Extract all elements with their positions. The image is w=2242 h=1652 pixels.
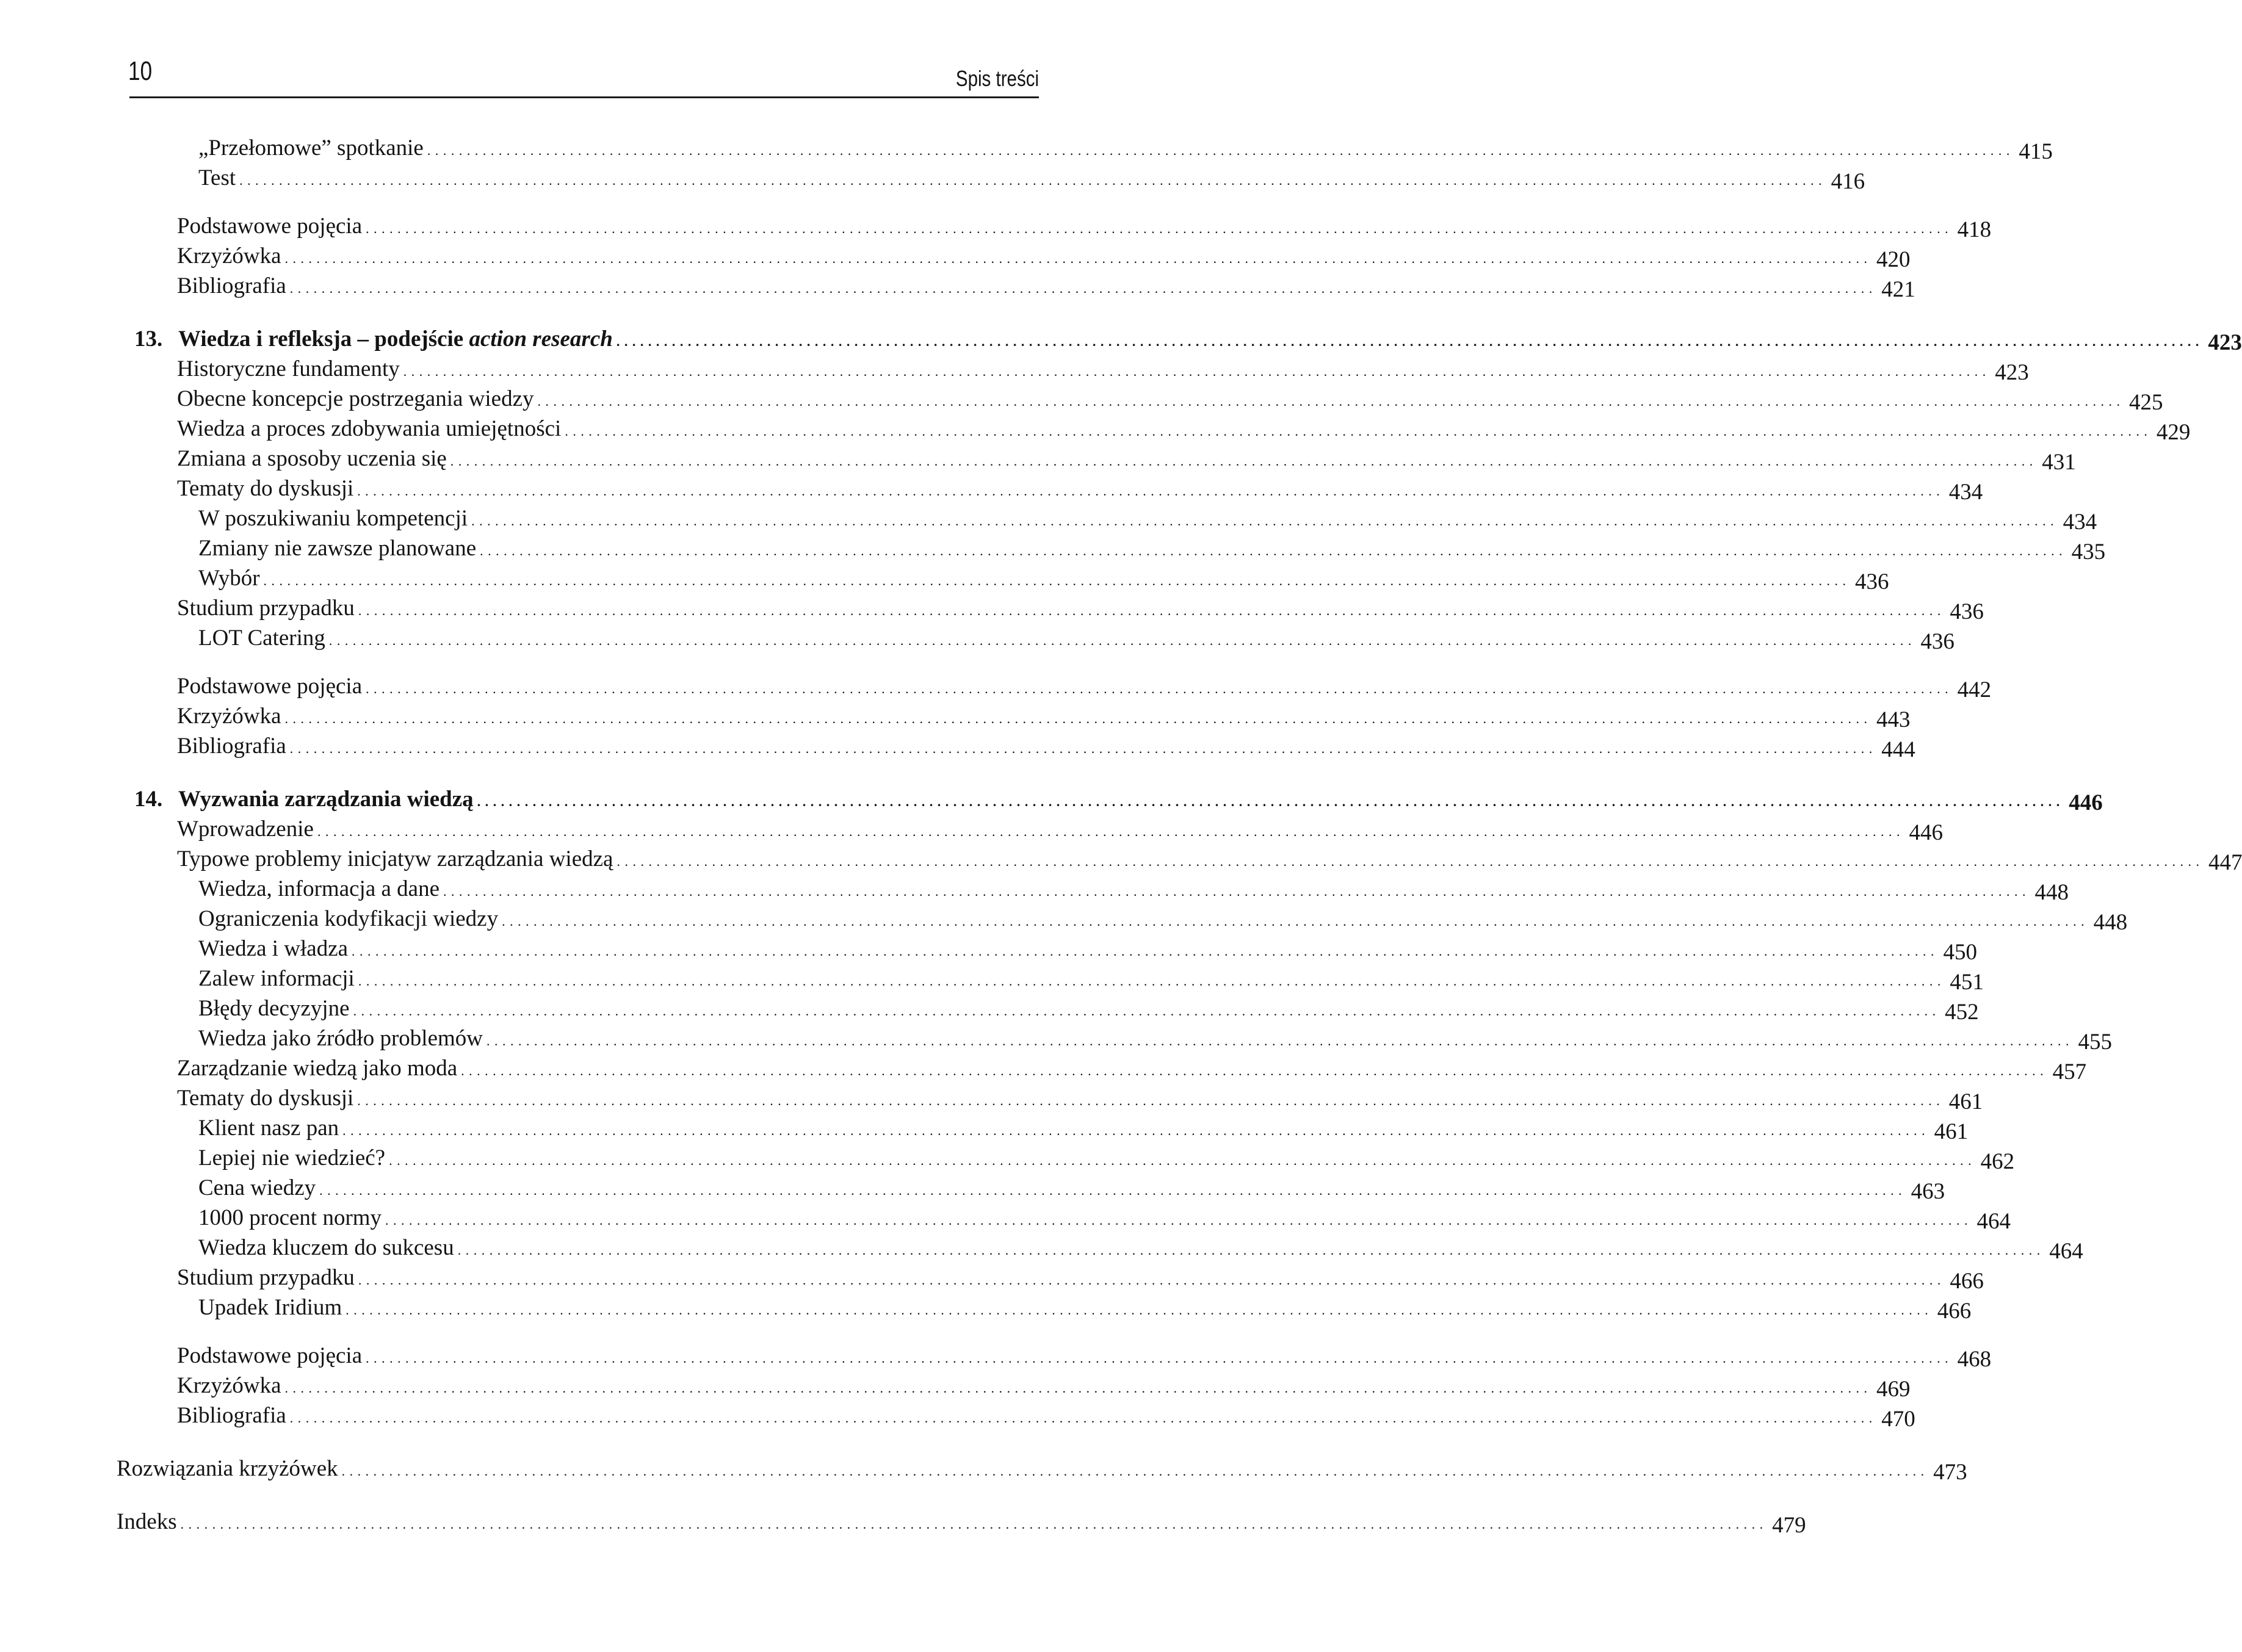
entry-title — [177, 1371, 285, 1401]
entry-title — [177, 731, 290, 761]
page-ref: 451 — [1950, 970, 1984, 995]
page-ref: 435 — [2071, 539, 2106, 564]
page-ref: 466 — [1937, 1299, 1972, 1324]
entry-title — [177, 414, 565, 444]
entry-title — [177, 384, 538, 414]
page-ref: 416 — [1831, 169, 1865, 194]
page-ref: 423 — [2208, 330, 2242, 355]
page-ref: 423 — [1995, 360, 2029, 385]
dot-leader: . . . . . . . . . . . . . . . . . . . . . . . . . . . . . . . . . . . . . . . . . . . . . . . . . . . . . . . . . . . . . . . . . . . . . . . . . . . . . . . . . . . . . . . . . . . . . . . . . . . . . . . . . . . . . . . . . . . . . . . . . . . . . . . . . . . . . . . . . . . . . . . . . . . . . . . . . . . . . . . . . . . . . . . . . . . . . . . . . . . . . . . . . . . . . . . . . . . . . . . . — [357, 483, 1940, 499]
page-ref: 455 — [2078, 1030, 2112, 1055]
entry-title-text: 1000 procent normy — [198, 1205, 382, 1230]
toc-entry — [198, 1023, 2112, 1055]
entry-title-text: Tematy do dyskusji — [177, 476, 354, 501]
entry-title-text: Zmiany nie zawsze planowane — [198, 536, 477, 561]
page-ref: 466 — [1950, 1269, 1984, 1294]
page-ref: 468 — [1957, 1347, 1992, 1372]
entry-title — [198, 874, 443, 904]
toc-entry — [198, 964, 1984, 995]
page-ref: 448 — [2034, 880, 2069, 905]
entry-title-text: Wiedza a proces zdobywania umiejętności — [177, 416, 562, 441]
toc-entry — [198, 1203, 2011, 1234]
entry-title — [177, 1341, 366, 1371]
page-ref: 421 — [1881, 277, 1915, 302]
entry-title — [177, 814, 317, 844]
page-ref: 473 — [1933, 1460, 1967, 1485]
page-ref: 463 — [1911, 1179, 1945, 1204]
toc-entry — [177, 1371, 1911, 1402]
entry-title — [177, 701, 285, 731]
entry-title-text: „Przełomowe” spotkanie — [198, 135, 424, 161]
toc-entry — [177, 1083, 1983, 1114]
header-rule — [129, 96, 1039, 98]
dot-leader: . . . . . . . . . . . . . . . . . . . . . . . . . . . . . . . . . . . . . . . . . . . . . . . . . . . . . . . . . . . . . . . . . . . . . . . . . . . . . . . . . . . . . . . . . . . . . . . . . . . . . . . . . . . . . . . . . . . . . . . . . . . . . . . . . . . . . . . . . . . . . . . . . . . . . . . . . . . . . . . . . . . . . . . . . . . . . . . . . . . . . . . . . . . . . . . . . . . . . . . . — [565, 424, 2148, 439]
toc-entry — [177, 384, 2163, 415]
entry-title — [198, 163, 239, 193]
entry-title — [134, 324, 617, 354]
entry-title-text: Obecne koncepcje postrzegania wiedzy — [177, 386, 534, 411]
toc-group — [0, 133, 2053, 194]
toc-entry — [198, 133, 2053, 164]
entry-title-text: Test — [198, 165, 236, 190]
entry-title — [177, 271, 290, 301]
entry-title-italic: action research — [469, 326, 613, 352]
dot-leader: . . . . . . . . . . . . . . . . . . . . . . . . . . . . . . . . . . . . . . . . . . . . . . . . . . . . . . . . . . . . . . . . . . . . . . . . . . . . . . . . . . . . . . . . . . . . . . . . . . . . . . . . . . . . . . . . . . . . . . . . . . . . . . . . . . . . . . . . . . . . . . . . . . . . . . . . . . . . . . . . . . . . . . . . . . . . . . . . . . . . . . . . . . . . . . . . . . . . . . . . — [461, 1063, 2044, 1078]
entry-title-text: Podstawowe pojęcia — [177, 674, 363, 699]
toc-entry — [198, 874, 2069, 905]
page-ref: 462 — [1980, 1149, 2015, 1174]
entry-title-text: Cena wiedzy — [198, 1175, 316, 1200]
toc-group — [0, 211, 1992, 302]
dot-leader: . . . . . . . . . . . . . . . . . . . . . . . . . . . . . . . . . . . . . . . . . . . . . . . . . . . . . . . . . . . . . . . . . . . . . . . . . . . . . . . . . . . . . . . . . . . . . . . . . . . . . . . . . . . . . . . . . . . . . . . . . . . . . . . . . . . . . . . . . . . . . . . . . . . . . . . . . . . . . . . . . . . . . . . . . . . . . . . . . . . . . . . . . . . . . . . . . . . . . . . . — [427, 143, 2011, 158]
dot-leader: . . . . . . . . . . . . . . . . . . . . . . . . . . . . . . . . . . . . . . . . . . . . . . . . . . . . . . . . . . . . . . . . . . . . . . . . . . . . . . . . . . . . . . . . . . . . . . . . . . . . . . . . . . . . . . . . . . . . . . . . . . . . . . . . . . . . . . . . . . . . . . . . . . . . . . . . . . . . . . . . . . . . . . . . . . . . . . . . . . . . . . . . . . . . . . . . . . . . . . . . — [477, 794, 2061, 809]
page-ref: 436 — [1920, 629, 1955, 654]
toc-entry — [198, 904, 2128, 935]
page-ref: 434 — [2063, 510, 2097, 535]
page-ref: 442 — [1957, 677, 1992, 702]
page-ref: 461 — [1934, 1119, 1969, 1144]
dot-leader: . . . . . . . . . . . . . . . . . . . . . . . . . . . . . . . . . . . . . . . . . . . . . . . . . . . . . . . . . . . . . . . . . . . . . . . . . . . . . . . . . . . . . . . . . . . . . . . . . . . . . . . . . . . . . . . . . . . . . . . . . . . . . . . . . . . . . . . . . . . . . . . . . . . . . . . . . . . . . . . . . . . . . . . . . . . . . . . . . . . . . . . . . . . . . . . . . . . . . . . . — [284, 251, 1868, 266]
page-ref: 479 — [1772, 1513, 1806, 1538]
entry-title — [177, 241, 285, 271]
toc-entry — [177, 1401, 1915, 1432]
dot-leader: . . . . . . . . . . . . . . . . . . . . . . . . . . . . . . . . . . . . . . . . . . . . . . . . . . . . . . . . . . . . . . . . . . . . . . . . . . . . . . . . . . . . . . . . . . . . . . . . . . . . . . . . . . . . . . . . . . . . . . . . . . . . . . . . . . . . . . . . . . . . . . . . . . . . . . . . . . . . . . . . . . . . . . . . . . . . . . . . . . . . . . . . . . . . . . . . . . . . . . . . — [450, 453, 2034, 469]
toc-entry — [198, 1293, 1972, 1324]
toc-entry — [177, 731, 1915, 762]
entry-title-text: Zarządzanie wiedzą jako moda — [177, 1056, 458, 1081]
toc-entry — [117, 1507, 1806, 1538]
entry-title — [117, 1507, 181, 1537]
entry-title — [198, 1023, 486, 1053]
entry-title-text: Wprowadzenie — [177, 817, 314, 842]
page-ref: 434 — [1948, 480, 1983, 505]
entry-title — [198, 533, 480, 563]
entry-title-text: Wiedza i refleksja – podejście — [178, 326, 469, 352]
dot-leader: . . . . . . . . . . . . . . . . . . . . . . . . . . . . . . . . . . . . . . . . . . . . . . . . . . . . . . . . . . . . . . . . . . . . . . . . . . . . . . . . . . . . . . . . . . . . . . . . . . . . . . . . . . . . . . . . . . . . . . . . . . . . . . . . . . . . . . . . . . . . . . . . . . . . . . . . . . . . . . . . . . . . . . . . . . . . . . . . . . . . . . . . . . . . . . . . . . . . . . . . — [403, 364, 1987, 379]
page-ref: 436 — [1950, 599, 1984, 624]
dot-leader: . . . . . . . . . . . . . . . . . . . . . . . . . . . . . . . . . . . . . . . . . . . . . . . . . . . . . . . . . . . . . . . . . . . . . . . . . . . . . . . . . . . . . . . . . . . . . . . . . . . . . . . . . . . . . . . . . . . . . . . . . . . . . . . . . . . . . . . . . . . . . . . . . . . . . . . . . . . . . . . . . . . . . . . . . . . . . . . . . . . . . . . . . . . . . . . . . . . . . . . . — [471, 513, 2055, 528]
entry-title-text: Podstawowe pojęcia — [177, 1343, 363, 1368]
entry-title-text: Zmiana a sposoby uczenia się — [177, 446, 447, 471]
toc-entry — [177, 414, 2191, 445]
dot-leader: . . . . . . . . . . . . . . . . . . . . . . . . . . . . . . . . . . . . . . . . . . . . . . . . . . . . . . . . . . . . . . . . . . . . . . . . . . . . . . . . . . . . . . . . . . . . . . . . . . . . . . . . . . . . . . . . . . . . . . . . . . . . . . . . . . . . . . . . . . . . . . . . . . . . . . . . . . . . . . . . . . . . . . . . . . . . . . . . . . . . . . . . . . . . . . . . . . . . . . . . — [480, 543, 2063, 558]
entry-title — [198, 133, 427, 163]
entry-title — [177, 1263, 358, 1293]
dot-leader: . . . . . . . . . . . . . . . . . . . . . . . . . . . . . . . . . . . . . . . . . . . . . . . . . . . . . . . . . . . . . . . . . . . . . . . . . . . . . . . . . . . . . . . . . . . . . . . . . . . . . . . . . . . . . . . . . . . . . . . . . . . . . . . . . . . . . . . . . . . . . . . . . . . . . . . . . . . . . . . . . . . . . . . . . . . . . . . . . . . . . . . . . . . . . . . . . . . . . . . . — [284, 1380, 1868, 1396]
page-ref: 443 — [1876, 707, 1911, 732]
toc-group — [0, 671, 1992, 762]
dot-leader: . . . . . . . . . . . . . . . . . . . . . . . . . . . . . . . . . . . . . . . . . . . . . . . . . . . . . . . . . . . . . . . . . . . . . . . . . . . . . . . . . . . . . . . . . . . . . . . . . . . . . . . . . . . . . . . . . . . . . . . . . . . . . . . . . . . . . . . . . . . . . . . . . . . . . . . . . . . . . . . . . . . . . . . . . . . . . . . . . . . . . . . . . . . . . . . . . . . . . . . . — [352, 943, 1935, 959]
entry-title — [177, 671, 366, 701]
toc-entry — [198, 163, 1865, 194]
dot-leader: . . . . . . . . . . . . . . . . . . . . . . . . . . . . . . . . . . . . . . . . . . . . . . . . . . . . . . . . . . . . . . . . . . . . . . . . . . . . . . . . . . . . . . . . . . . . . . . . . . . . . . . . . . . . . . . . . . . . . . . . . . . . . . . . . . . . . . . . . . . . . . . . . . . . . . . . . . . . . . . . . . . . . . . . . . . . . . . . . . . . . . . . . . . . . . . . . . . . . . . . — [358, 1272, 1942, 1288]
entry-title-text: Lepiej nie wiedzieć? — [198, 1145, 386, 1170]
entry-title — [177, 354, 403, 384]
entry-title-text: Krzyżówka — [177, 243, 281, 269]
entry-title-text: Wiedza kluczem do sukcesu — [198, 1235, 454, 1260]
toc-group — [0, 784, 2242, 1324]
dot-leader: . . . . . . . . . . . . . . . . . . . . . . . . . . . . . . . . . . . . . . . . . . . . . . . . . . . . . . . . . . . . . . . . . . . . . . . . . . . . . . . . . . . . . . . . . . . . . . . . . . . . . . . . . . . . . . . . . . . . . . . . . . . . . . . . . . . . . . . . . . . . . . . . . . . . . . . . . . . . . . . . . . . . . . . . . . . . . . . . . . . . . . . . . . . . . . . . . . . . . . . . — [342, 1123, 1926, 1138]
entry-title-text: Rozwiązania krzyżówek — [117, 1456, 338, 1481]
page-number: 10 — [128, 56, 153, 86]
dot-leader: . . . . . . . . . . . . . . . . . . . . . . . . . . . . . . . . . . . . . . . . . . . . . . . . . . . . . . . . . . . . . . . . . . . . . . . . . . . . . . . . . . . . . . . . . . . . . . . . . . . . . . . . . . . . . . . . . . . . . . . . . . . . . . . . . . . . . . . . . . . . . . . . . . . . . . . . . . . . . . . . . . . . . . . . . . . . . . . . . . . . . . . . . . . . . . . . . . . . . . . . — [284, 711, 1868, 726]
toc-group — [0, 1507, 1806, 1538]
toc-entry — [177, 474, 1983, 505]
entry-title — [198, 1293, 345, 1322]
page-ref: 464 — [1976, 1209, 2011, 1234]
entry-title-text: Wiedza i władza — [198, 936, 349, 961]
page-ref: 448 — [2093, 910, 2128, 935]
entry-title — [198, 934, 352, 964]
dot-leader: . . . . . . . . . . . . . . . . . . . . . . . . . . . . . . . . . . . . . . . . . . . . . . . . . . . . . . . . . . . . . . . . . . . . . . . . . . . . . . . . . . . . . . . . . . . . . . . . . . . . . . . . . . . . . . . . . . . . . . . . . . . . . . . . . . . . . . . . . . . . . . . . . . . . . . . . . . . . . . . . . . . . . . . . . . . . . . . . . . . . . . . . . . . . . . . . . . . . . . . . — [328, 633, 1912, 648]
toc-entry — [177, 1263, 1984, 1294]
toc-chapter-entry — [134, 784, 2103, 815]
entry-title — [177, 211, 366, 241]
dot-leader: . . . . . . . . . . . . . . . . . . . . . . . . . . . . . . . . . . . . . . . . . . . . . . . . . . . . . . . . . . . . . . . . . . . . . . . . . . . . . . . . . . . . . . . . . . . . . . . . . . . . . . . . . . . . . . . . . . . . . . . . . . . . . . . . . . . . . . . . . . . . . . . . . . . . . . . . . . . . . . . . . . . . . . . . . . . . . . . . . . . . . . . . . . . . . . . . . . . . . . . . — [289, 1410, 1873, 1426]
entry-title-text: W poszukiwaniu kompetencji — [198, 506, 468, 531]
entry-title — [177, 593, 358, 623]
entry-title — [198, 1203, 385, 1233]
toc-entry — [177, 241, 1911, 272]
page-ref: 444 — [1881, 737, 1915, 762]
entry-title-text: Krzyżówka — [177, 704, 281, 729]
entry-title-text: Zalew informacji — [198, 966, 355, 991]
entry-title-text: Wiedza, informacja a dane — [198, 876, 440, 901]
entry-title-text: Historyczne fundamenty — [177, 356, 400, 381]
table-of-contents — [0, 133, 2242, 1538]
toc-entry — [177, 814, 1943, 845]
entry-title — [134, 784, 477, 814]
toc-entry — [198, 1143, 2015, 1174]
entry-title-text: Studium przypadku — [177, 596, 355, 621]
toc-entry — [177, 593, 1984, 624]
toc-entry — [177, 354, 2029, 385]
dot-leader: . . . . . . . . . . . . . . . . . . . . . . . . . . . . . . . . . . . . . . . . . . . . . . . . . . . . . . . . . . . . . . . . . . . . . . . . . . . . . . . . . . . . . . . . . . . . . . . . . . . . . . . . . . . . . . . . . . . . . . . . . . . . . . . . . . . . . . . . . . . . . . . . . . . . . . . . . . . . . . . . . . . . . . . . . . . . . . . . . . . . . . . . . . . . . . . . . . . . . . . . — [389, 1153, 1972, 1168]
entry-title — [117, 1454, 342, 1484]
dot-leader: . . . . . . . . . . . . . . . . . . . . . . . . . . . . . . . . . . . . . . . . . . . . . . . . . . . . . . . . . . . . . . . . . . . . . . . . . . . . . . . . . . . . . . . . . . . . . . . . . . . . . . . . . . . . . . . . . . . . . . . . . . . . . . . . . . . . . . . . . . . . . . . . . . . . . . . . . . . . . . . . . . . . . . . . . . . . . . . . . . . . . . . . . . . . . . . . . . . . . . . . — [345, 1302, 1929, 1318]
page-ref: 418 — [1957, 217, 1992, 242]
toc-entry — [198, 1113, 1969, 1144]
entry-title-text: Upadek Iridium — [198, 1295, 342, 1320]
dot-leader: . . . . . . . . . . . . . . . . . . . . . . . . . . . . . . . . . . . . . . . . . . . . . . . . . . . . . . . . . . . . . . . . . . . . . . . . . . . . . . . . . . . . . . . . . . . . . . . . . . . . . . . . . . . . . . . . . . . . . . . . . . . . . . . . . . . . . . . . . . . . . . . . . . . . . . . . . . . . . . . . . . . . . . . . . . . . . . . . . . . . . . . . . . . . . . . . . . . . . . . . — [353, 1003, 1937, 1019]
toc-entry — [198, 503, 2097, 535]
entry-title-text: Bibliografia — [177, 1403, 286, 1428]
dot-leader: . . . . . . . . . . . . . . . . . . . . . . . . . . . . . . . . . . . . . . . . . . . . . . . . . . . . . . . . . . . . . . . . . . . . . . . . . . . . . . . . . . . . . . . . . . . . . . . . . . . . . . . . . . . . . . . . . . . . . . . . . . . . . . . . . . . . . . . . . . . . . . . . . . . . . . . . . . . . . . . . . . . . . . . . . . . . . . . . . . . . . . . . . . . . . . . . . . . . . . . . — [366, 681, 1949, 696]
entry-title-text: Bibliografia — [177, 273, 286, 298]
entry-title — [177, 444, 450, 474]
dot-leader: . . . . . . . . . . . . . . . . . . . . . . . . . . . . . . . . . . . . . . . . . . . . . . . . . . . . . . . . . . . . . . . . . . . . . . . . . . . . . . . . . . . . . . . . . . . . . . . . . . . . . . . . . . . . . . . . . . . . . . . . . . . . . . . . . . . . . . . . . . . . . . . . . . . . . . . . . . . . . . . . . . . . . . . . . . . . . . . . . . . . . . . . . . . . . . . . . . . . . . . . — [617, 854, 2200, 869]
page-ref: 469 — [1876, 1377, 1911, 1402]
page-ref: 425 — [2129, 390, 2163, 415]
page-ref: 450 — [1943, 940, 1978, 965]
toc-entry — [177, 1341, 1992, 1372]
dot-leader: . . . . . . . . . . . . . . . . . . . . . . . . . . . . . . . . . . . . . . . . . . . . . . . . . . . . . . . . . . . . . . . . . . . . . . . . . . . . . . . . . . . . . . . . . . . . . . . . . . . . . . . . . . . . . . . . . . . . . . . . . . . . . . . . . . . . . . . . . . . . . . . . . . . . . . . . . . . . . . . . . . . . . . . . . . . . . . . . . . . . . . . . . . . . . . . . . . . . . . . . — [357, 1093, 1940, 1108]
entry-title-text: Typowe problemy inicjatyw zarządzania wiedzą — [177, 846, 613, 871]
entry-title-text: Podstawowe pojęcia — [177, 214, 363, 239]
entry-title — [198, 964, 358, 994]
entry-title-text: Wybór — [198, 566, 260, 591]
toc-entry — [198, 1173, 1945, 1204]
page-ref: 446 — [2069, 790, 2103, 815]
entry-title — [177, 1053, 461, 1083]
page-ref: 415 — [2019, 139, 2053, 164]
chapter-number: 13. — [134, 326, 163, 352]
toc-entry — [177, 671, 1992, 702]
dot-leader: . . . . . . . . . . . . . . . . . . . . . . . . . . . . . . . . . . . . . . . . . . . . . . . . . . . . . . . . . . . . . . . . . . . . . . . . . . . . . . . . . . . . . . . . . . . . . . . . . . . . . . . . . . . . . . . . . . . . . . . . . . . . . . . . . . . . . . . . . . . . . . . . . . . . . . . . . . . . . . . . . . . . . . . . . . . . . . . . . . . . . . . . . . . . . . . . . . . . . . . . — [486, 1033, 2070, 1048]
toc-entry — [177, 211, 1992, 242]
chapter-number: 14. — [134, 787, 163, 812]
entry-title — [198, 1233, 458, 1263]
dot-leader: . . . . . . . . . . . . . . . . . . . . . . . . . . . . . . . . . . . . . . . . . . . . . . . . . . . . . . . . . . . . . . . . . . . . . . . . . . . . . . . . . . . . . . . . . . . . . . . . . . . . . . . . . . . . . . . . . . . . . . . . . . . . . . . . . . . . . . . . . . . . . . . . . . . . . . . . . . . . . . . . . . . . . . . . . . . . . . . . . . . . . . . . . . . . . . . . . . . . . . . . — [289, 741, 1873, 756]
dot-leader: . . . . . . . . . . . . . . . . . . . . . . . . . . . . . . . . . . . . . . . . . . . . . . . . . . . . . . . . . . . . . . . . . . . . . . . . . . . . . . . . . . . . . . . . . . . . . . . . . . . . . . . . . . . . . . . . . . . . . . . . . . . . . . . . . . . . . . . . . . . . . . . . . . . . . . . . . . . . . . . . . . . . . . . . . . . . . . . . . . . . . . . . . . . . . . . . . . . . . . . . — [537, 394, 2121, 409]
toc-group — [0, 1341, 1992, 1432]
toc-entry — [198, 994, 1979, 1025]
dot-leader: . . . . . . . . . . . . . . . . . . . . . . . . . . . . . . . . . . . . . . . . . . . . . . . . . . . . . . . . . . . . . . . . . . . . . . . . . . . . . . . . . . . . . . . . . . . . . . . . . . . . . . . . . . . . . . . . . . . . . . . . . . . . . . . . . . . . . . . . . . . . . . . . . . . . . . . . . . . . . . . . . . . . . . . . . . . . . . . . . . . . . . . . . . . . . . . . . . . . . . . . — [358, 603, 1942, 618]
dot-leader: . . . . . . . . . . . . . . . . . . . . . . . . . . . . . . . . . . . . . . . . . . . . . . . . . . . . . . . . . . . . . . . . . . . . . . . . . . . . . . . . . . . . . . . . . . . . . . . . . . . . . . . . . . . . . . . . . . . . . . . . . . . . . . . . . . . . . . . . . . . . . . . . . . . . . . . . . . . . . . . . . . . . . . . . . . . . . . . . . . . . . . . . . . . . . . . . . . . . . . . . — [366, 221, 1949, 236]
dot-leader: . . . . . . . . . . . . . . . . . . . . . . . . . . . . . . . . . . . . . . . . . . . . . . . . . . . . . . . . . . . . . . . . . . . . . . . . . . . . . . . . . . . . . . . . . . . . . . . . . . . . . . . . . . . . . . . . . . . . . . . . . . . . . . . . . . . . . . . . . . . . . . . . . . . . . . . . . . . . . . . . . . . . . . . . . . . . . . . . . . . . . . . . . . . . . . . . . . . . . . . . — [289, 281, 1873, 296]
page-ref: 452 — [1945, 1000, 1979, 1025]
toc-entry — [177, 1053, 2087, 1084]
toc-entry — [198, 1233, 2083, 1264]
dot-leader: . . . . . . . . . . . . . . . . . . . . . . . . . . . . . . . . . . . . . . . . . . . . . . . . . . . . . . . . . . . . . . . . . . . . . . . . . . . . . . . . . . . . . . . . . . . . . . . . . . . . . . . . . . . . . . . . . . . . . . . . . . . . . . . . . . . . . . . . . . . . . . . . . . . . . . . . . . . . . . . . . . . . . . . . . . . . . . . . . . . . . . . . . . . . . . . . . . . . . . . . — [341, 1463, 1925, 1479]
toc-entry — [177, 444, 2076, 475]
page-ref: 447 — [2208, 850, 2242, 875]
entry-title — [198, 503, 471, 533]
entry-title-text: LOT Catering — [198, 626, 325, 651]
dot-leader: . . . . . . . . . . . . . . . . . . . . . . . . . . . . . . . . . . . . . . . . . . . . . . . . . . . . . . . . . . . . . . . . . . . . . . . . . . . . . . . . . . . . . . . . . . . . . . . . . . . . . . . . . . . . . . . . . . . . . . . . . . . . . . . . . . . . . . . . . . . . . . . . . . . . . . . . . . . . . . . . . . . . . . . . . . . . . . . . . . . . . . . . . . . . . . . . . . . . . . . . — [502, 914, 2085, 929]
entry-title-text: Krzyżówka — [177, 1373, 281, 1398]
dot-leader: . . . . . . . . . . . . . . . . . . . . . . . . . . . . . . . . . . . . . . . . . . . . . . . . . . . . . . . . . . . . . . . . . . . . . . . . . . . . . . . . . . . . . . . . . . . . . . . . . . . . . . . . . . . . . . . . . . . . . . . . . . . . . . . . . . . . . . . . . . . . . . . . . . . . . . . . . . . . . . . . . . . . . . . . . . . . . . . . . . . . . . . . . . . . . . . . . . . . . . . . — [180, 1517, 1764, 1532]
page-ref: 436 — [1855, 569, 1889, 594]
entry-title-text: Tematy do dyskusji — [177, 1086, 354, 1111]
dot-leader: . . . . . . . . . . . . . . . . . . . . . . . . . . . . . . . . . . . . . . . . . . . . . . . . . . . . . . . . . . . . . . . . . . . . . . . . . . . . . . . . . . . . . . . . . . . . . . . . . . . . . . . . . . . . . . . . . . . . . . . . . . . . . . . . . . . . . . . . . . . . . . . . . . . . . . . . . . . . . . . . . . . . . . . . . . . . . . . . . . . . . . . . . . . . . . . . . . . . . . . . — [263, 573, 1847, 588]
entry-title-text: Bibliografia — [177, 734, 286, 759]
toc-entry — [198, 623, 1955, 654]
entry-title-text: Ograniczenia kodyfikacji wiedzy — [198, 906, 499, 931]
entry-title — [177, 844, 617, 874]
entry-title — [198, 1143, 389, 1173]
entry-title-text: Błędy decyzyjne — [198, 996, 350, 1021]
toc-entry — [177, 701, 1911, 732]
dot-leader: . . . . . . . . . . . . . . . . . . . . . . . . . . . . . . . . . . . . . . . . . . . . . . . . . . . . . . . . . . . . . . . . . . . . . . . . . . . . . . . . . . . . . . . . . . . . . . . . . . . . . . . . . . . . . . . . . . . . . . . . . . . . . . . . . . . . . . . . . . . . . . . . . . . . . . . . . . . . . . . . . . . . . . . . . . . . . . . . . . . . . . . . . . . . . . . . . . . . . . . . — [457, 1243, 2041, 1258]
entry-title — [177, 474, 357, 503]
entry-title-text: Klient nasz pan — [198, 1116, 339, 1141]
running-header-title: Spis treści — [955, 66, 1039, 91]
entry-title — [198, 1113, 342, 1143]
entry-title — [198, 904, 502, 934]
dot-leader: . . . . . . . . . . . . . . . . . . . . . . . . . . . . . . . . . . . . . . . . . . . . . . . . . . . . . . . . . . . . . . . . . . . . . . . . . . . . . . . . . . . . . . . . . . . . . . . . . . . . . . . . . . . . . . . . . . . . . . . . . . . . . . . . . . . . . . . . . . . . . . . . . . . . . . . . . . . . . . . . . . . . . . . . . . . . . . . . . . . . . . . . . . . . . . . . . . . . . . . . — [366, 1351, 1949, 1366]
page-ref: 446 — [1909, 820, 1943, 845]
entry-title-text: Wiedza jako źródło problemów — [198, 1026, 483, 1051]
page-ref: 420 — [1876, 247, 1911, 272]
toc-group — [0, 324, 2242, 654]
dot-leader: . . . . . . . . . . . . . . . . . . . . . . . . . . . . . . . . . . . . . . . . . . . . . . . . . . . . . . . . . . . . . . . . . . . . . . . . . . . . . . . . . . . . . . . . . . . . . . . . . . . . . . . . . . . . . . . . . . . . . . . . . . . . . . . . . . . . . . . . . . . . . . . . . . . . . . . . . . . . . . . . . . . . . . . . . . . . . . . . . . . . . . . . . . . . . . . . . . . . . . . . — [317, 824, 1901, 839]
entry-title — [198, 563, 264, 593]
toc-entry — [177, 271, 1915, 302]
toc-group — [0, 1454, 1967, 1485]
entry-title — [198, 1173, 319, 1203]
page-ref: 457 — [2052, 1059, 2087, 1084]
entry-title — [198, 994, 353, 1023]
dot-leader: . . . . . . . . . . . . . . . . . . . . . . . . . . . . . . . . . . . . . . . . . . . . . . . . . . . . . . . . . . . . . . . . . . . . . . . . . . . . . . . . . . . . . . . . . . . . . . . . . . . . . . . . . . . . . . . . . . . . . . . . . . . . . . . . . . . . . . . . . . . . . . . . . . . . . . . . . . . . . . . . . . . . . . . . . . . . . . . . . . . . . . . . . . . . . . . . . . . . . . . . — [319, 1183, 1903, 1198]
entry-title-text: Indeks — [117, 1509, 177, 1534]
toc-entry — [117, 1454, 1967, 1485]
dot-leader: . . . . . . . . . . . . . . . . . . . . . . . . . . . . . . . . . . . . . . . . . . . . . . . . . . . . . . . . . . . . . . . . . . . . . . . . . . . . . . . . . . . . . . . . . . . . . . . . . . . . . . . . . . . . . . . . . . . . . . . . . . . . . . . . . . . . . . . . . . . . . . . . . . . . . . . . . . . . . . . . . . . . . . . . . . . . . . . . . . . . . . . . . . . . . . . . . . . . . . . . — [443, 884, 2027, 899]
dot-leader: . . . . . . . . . . . . . . . . . . . . . . . . . . . . . . . . . . . . . . . . . . . . . . . . . . . . . . . . . . . . . . . . . . . . . . . . . . . . . . . . . . . . . . . . . . . . . . . . . . . . . . . . . . . . . . . . . . . . . . . . . . . . . . . . . . . . . . . . . . . . . . . . . . . . . . . . . . . . . . . . . . . . . . . . . . . . . . . . . . . . . . . . . . . . . . . . . . . . . . . . — [385, 1213, 1969, 1228]
entry-title — [198, 623, 329, 653]
toc-chapter-entry — [134, 324, 2242, 355]
toc-entry — [198, 934, 1978, 965]
toc-entry — [198, 533, 2106, 564]
page-ref: 429 — [2156, 420, 2191, 445]
entry-title-text: Studium przypadku — [177, 1265, 355, 1290]
page-ref: 470 — [1881, 1407, 1915, 1432]
dot-leader: . . . . . . . . . . . . . . . . . . . . . . . . . . . . . . . . . . . . . . . . . . . . . . . . . . . . . . . . . . . . . . . . . . . . . . . . . . . . . . . . . . . . . . . . . . . . . . . . . . . . . . . . . . . . . . . . . . . . . . . . . . . . . . . . . . . . . . . . . . . . . . . . . . . . . . . . . . . . . . . . . . . . . . . . . . . . . . . . . . . . . . . . . . . . . . . . . . . . . . . . — [358, 973, 1942, 989]
page-ref: 464 — [2049, 1239, 2083, 1264]
dot-leader: . . . . . . . . . . . . . . . . . . . . . . . . . . . . . . . . . . . . . . . . . . . . . . . . . . . . . . . . . . . . . . . . . . . . . . . . . . . . . . . . . . . . . . . . . . . . . . . . . . . . . . . . . . . . . . . . . . . . . . . . . . . . . . . . . . . . . . . . . . . . . . . . . . . . . . . . . . . . . . . . . . . . . . . . . . . . . . . . . . . . . . . . . . . . . . . . . . . . . . . . — [616, 334, 2200, 349]
page-ref: 461 — [1948, 1089, 1983, 1114]
toc-entry — [177, 844, 2242, 875]
entry-title — [177, 1401, 290, 1430]
entry-title-text: Wyzwania zarządzania wiedzą — [178, 787, 474, 812]
toc-entry — [198, 563, 1889, 594]
entry-title — [177, 1083, 357, 1113]
dot-leader: . . . . . . . . . . . . . . . . . . . . . . . . . . . . . . . . . . . . . . . . . . . . . . . . . . . . . . . . . . . . . . . . . . . . . . . . . . . . . . . . . . . . . . . . . . . . . . . . . . . . . . . . . . . . . . . . . . . . . . . . . . . . . . . . . . . . . . . . . . . . . . . . . . . . . . . . . . . . . . . . . . . . . . . . . . . . . . . . . . . . . . . . . . . . . . . . . . . . . . . . — [239, 173, 1823, 188]
page-ref: 431 — [2042, 450, 2076, 475]
